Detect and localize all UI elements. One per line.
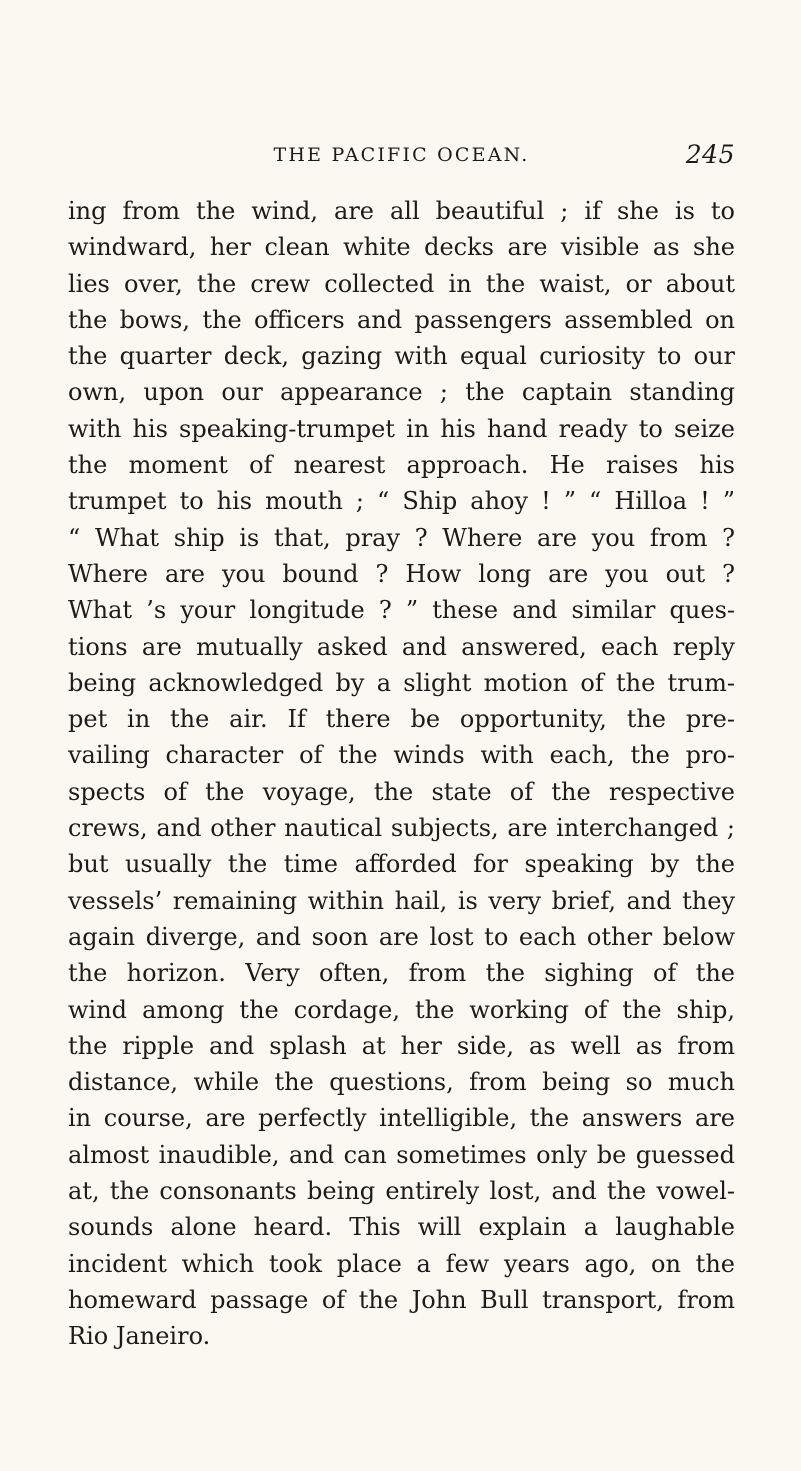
running-title: THE PACIFIC OCEAN. [273,144,530,166]
text-line: the ripple and splash at her side, as well as from [68,1031,735,1060]
running-head [68,140,735,176]
text-line: ing from the wind, are all beautiful ; if she is to [68,197,735,225]
body-text [68,193,735,1355]
text-line-last: Rio Janeiro. [68,1322,211,1351]
text-line: the moment of nearest approach. He raises his [68,451,735,480]
text-line: at, the consonants being entirely lost, and the vowel- [68,1177,735,1206]
text-line: again diverge, and soon are lost to each other below [68,922,735,951]
text-line: tions are mutually asked and answered, each reply [68,632,735,661]
text-line: distance, while the questions, from being so much [68,1068,735,1097]
text-line: the horizon. Very often, from the sighing of the [68,959,735,988]
text-line: wind among the cordage, the working of the ship, [68,995,735,1024]
text-line: incident which took place a few years ago, on the [68,1249,735,1278]
text-line: spects of the voyage, the state of the respective [68,777,735,806]
text-line: What ’s your longitude ? ” these and similar ques- [68,596,735,625]
text-line: pet in the air. If there be opportunity, the pre- [68,705,735,734]
text-line: the quarter deck, gazing with equal curiosity to our [68,342,735,371]
page-number: 245 [685,140,735,169]
text-line: sounds alone heard. This will explain a laughable [68,1213,735,1242]
text-line: almost inaudible, and can sometimes only be guessed [68,1140,735,1169]
text-line: vailing character of the winds with each, the pro- [68,741,735,770]
text-line: trumpet to his mouth ; “ Ship ahoy ! ” “ Hilloa ! ” [68,487,735,516]
text-line: the bows, the officers and passengers assembled on [68,305,735,334]
text-line: lies over, the crew collected in the waist, or about [68,269,735,298]
text-line: windward, her clean white decks are visible as she [68,233,735,262]
text-line: own, upon our appearance ; the captain standing [68,378,735,407]
text-line: Where are you bound ? How long are you out ? [68,559,735,588]
text-line: “ What ship is that, pray ? Where are you from ? [68,523,735,552]
text-line: being acknowledged by a slight motion of the trum- [68,668,735,697]
text-line: vessels’ remaining within hail, is very brief, and they [68,886,735,915]
text-line: with his speaking-trumpet in his hand ready to seize [68,414,735,443]
text-line: but usually the time afforded for speaking by the [68,850,735,879]
text-line: homeward passage of the John Bull transport, from [68,1285,735,1314]
text-line: crews, and other nautical subjects, are interchanged ; [68,814,735,843]
text-line: in course, are perfectly intelligible, the answers are [68,1104,735,1133]
